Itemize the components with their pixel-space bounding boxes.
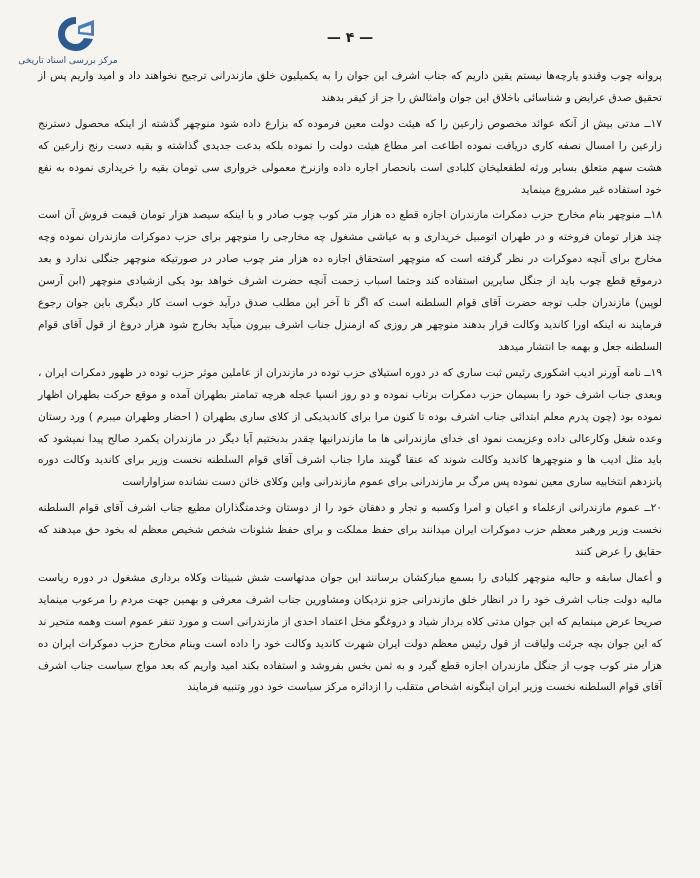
logo-text: مرکز بررسی اسناد تاریخی	[18, 56, 118, 66]
page-number: — ۴ —	[326, 30, 374, 46]
paragraph-20: ۲۰ــ عموم مازندرانی ازعلماء و اعیان و امرا وکسبه و تجار و دهقان خود را از دوستان وخدمتگذاران مطیع جناب اشرف آقای قوام السلطنه نخست وزیر ورهبر معظم حزب دموکرات ایران میدانند برای حفظ مملکت و برای حفظ شئونات شخص شخیص معظم له بخود حق میدهند که حقایق را عرض کنند	[38, 502, 662, 559]
paragraph-17: ۱۷ــ مدتی بیش از آنکه عوائد مخصوص زارعین را که هیئت دولت معین فرموده که بزارع داده شود منوچهر گذشته از اینکه محصول دسترنج زارعین را امسال نصفه کاری دریافت نموده اطاعت امر مطاع هیئت دولت را نموده بلکه بدعت جدیدی گذاشته و بقیه دست رنج زارعین که هشت سهم متعلق بسایر ورثه لطفعلیخان کلبادی است بانحصار اجاره داده وازنرخ معمولی خرواری سی تومان بقیه را خریداری نموده به نفع خود استفاده غیر مشروع مینماید	[38, 117, 662, 196]
paragraph-closing: و أعمال سابقه و حالیه منوچهر کلبادی را بسمع مبارکشان برسانند این جوان مدتهاست شش شبیئات وکلاه برداری مشغول در دوره ریاست مالیه دولت جناب اشرف خود را در انظار خلق مازندرانی جزو نزدیکان ومشاورین جناب اشرف معرفی و بهمین جهت مردم را مرعوب مینماید صریحا عرض مینمایم که این جوان مدتی کلاه بردار شیاد و دروغگو مخل اعتماد احدی از مازندرانی است و مورد تنفر عموم است وهمه متحیر ند که این جوان بچه جرئت ولیاقت از قول رئیس معظم دولت ایران شهرت کاندید وکالت خود را داده است وبنام مخارج حزب دموکرات ایران ده هزار متر کوب چوب از جنگل مازندران اجازه قطع گیرد و به ثمن بخس بفروشد و استفاده بکند امید واریم که بعد مواج سیاست جناب اشرف آقای قوام السلطنه نخست وزیر ایران اینگونه اشخاص متقلب را ازدائره مرکز سیاست خود دور وتنبیه فرمایند	[38, 571, 662, 694]
letter-body	[38, 66, 662, 699]
paragraph-18: ۱۸ــ منوچهر بنام مخارج حزب دمکرات مازندران اجازه قطع ده هزار متر کوب چوب صادر و با اینکه سیصد هزار تومان قیمت فروش آن است چند هزار تومان فروخته و در طهران اتومبیل خریداری و به عیاشی مشغول چه مخارجی را منوچهر برای حزب دموکرات مازندران نموده وچه مخارج برای آنچه دموکرات در نظر گرفته است که منوچهر استحقاق اجازه ده هزار متر چوب صادر در صورتیکه منوچهر جنگلی ندارد و بعد درموقع قطع چوب باید از جنگل سایرین استفاده کند وحتما اسباب زحمت آنچه حضرت اشرف خواهد بود یکی ازشیادی منوچهر (ابن آرسن لوپین) مازندران جلب توجه حضرت آقای قوام السلطنه است که اگر تا آخر این مطلب صدق درآید خوب است کار دیگری باین جوان رجوع فرمایند نه اینکه اورا کاندید وکالت قرار بدهند منوچهر هر روزی که ازمنزل جناب اشرف بیرون میآید بخارج شود هزار دروغ از قول آقای قوام السلطنه جعل و بهمه جا انتشار میدهد	[38, 209, 662, 353]
paragraph-19: ۱۹ــ نامه آورنر ادیب اشکوری رئیس ثبت ساری که در دوره استیلای حزب توده در مازندران از عاملین موثر حزب توده در ظهور دمکرات ایران ، وبعدی جناب اشرف خود را بسیمان حزب دمکرات برتاب نموده و دو روز انسپا عجله هرچه تمامتر بطهران آمده و موقع حرکت بطهران اظهار نموده بود (چون پدرم معلم ابتدائی جناب اشرف بوده تا کنون مرا برای کاندیدیکی از کلای ساری بطهران ( احضار وطهران میبرم ) ورد رستان وعده شغل وکارعالی داده وعزیمت نمود ای خدای مازندرانی ها ما مازندرانیها چقدر بدبختیم آیا دیگر در مازندران یکمرد صالح پیدا نمیشود که باید مثل ادیب ها و منوچهرها کاندید وکالت شوند که عنقا گویند مارا جناب اشرف آقای قوام السلطنه نخست وزیر برای کاندید وکالت دوره پانزدهم انتخابیه ساری معین نموده پس مرگ بر مازندرانی برای عموم مازندرانی واین وکلای خائن دست نشانده سزاواراست	[38, 366, 662, 489]
paragraph-intro: پروانه چوب وقندو یارچه‌ها نیستم یقین داریم که جناب اشرف این جوان را به یکمیلیون خلق مازندرانی ترجیح نخواهند داد و امید واریم پس از تحقیق صدق عرایض و شناسائی باخلاق این جوان وامثالش را جز از کیفر بدهند	[38, 70, 662, 104]
